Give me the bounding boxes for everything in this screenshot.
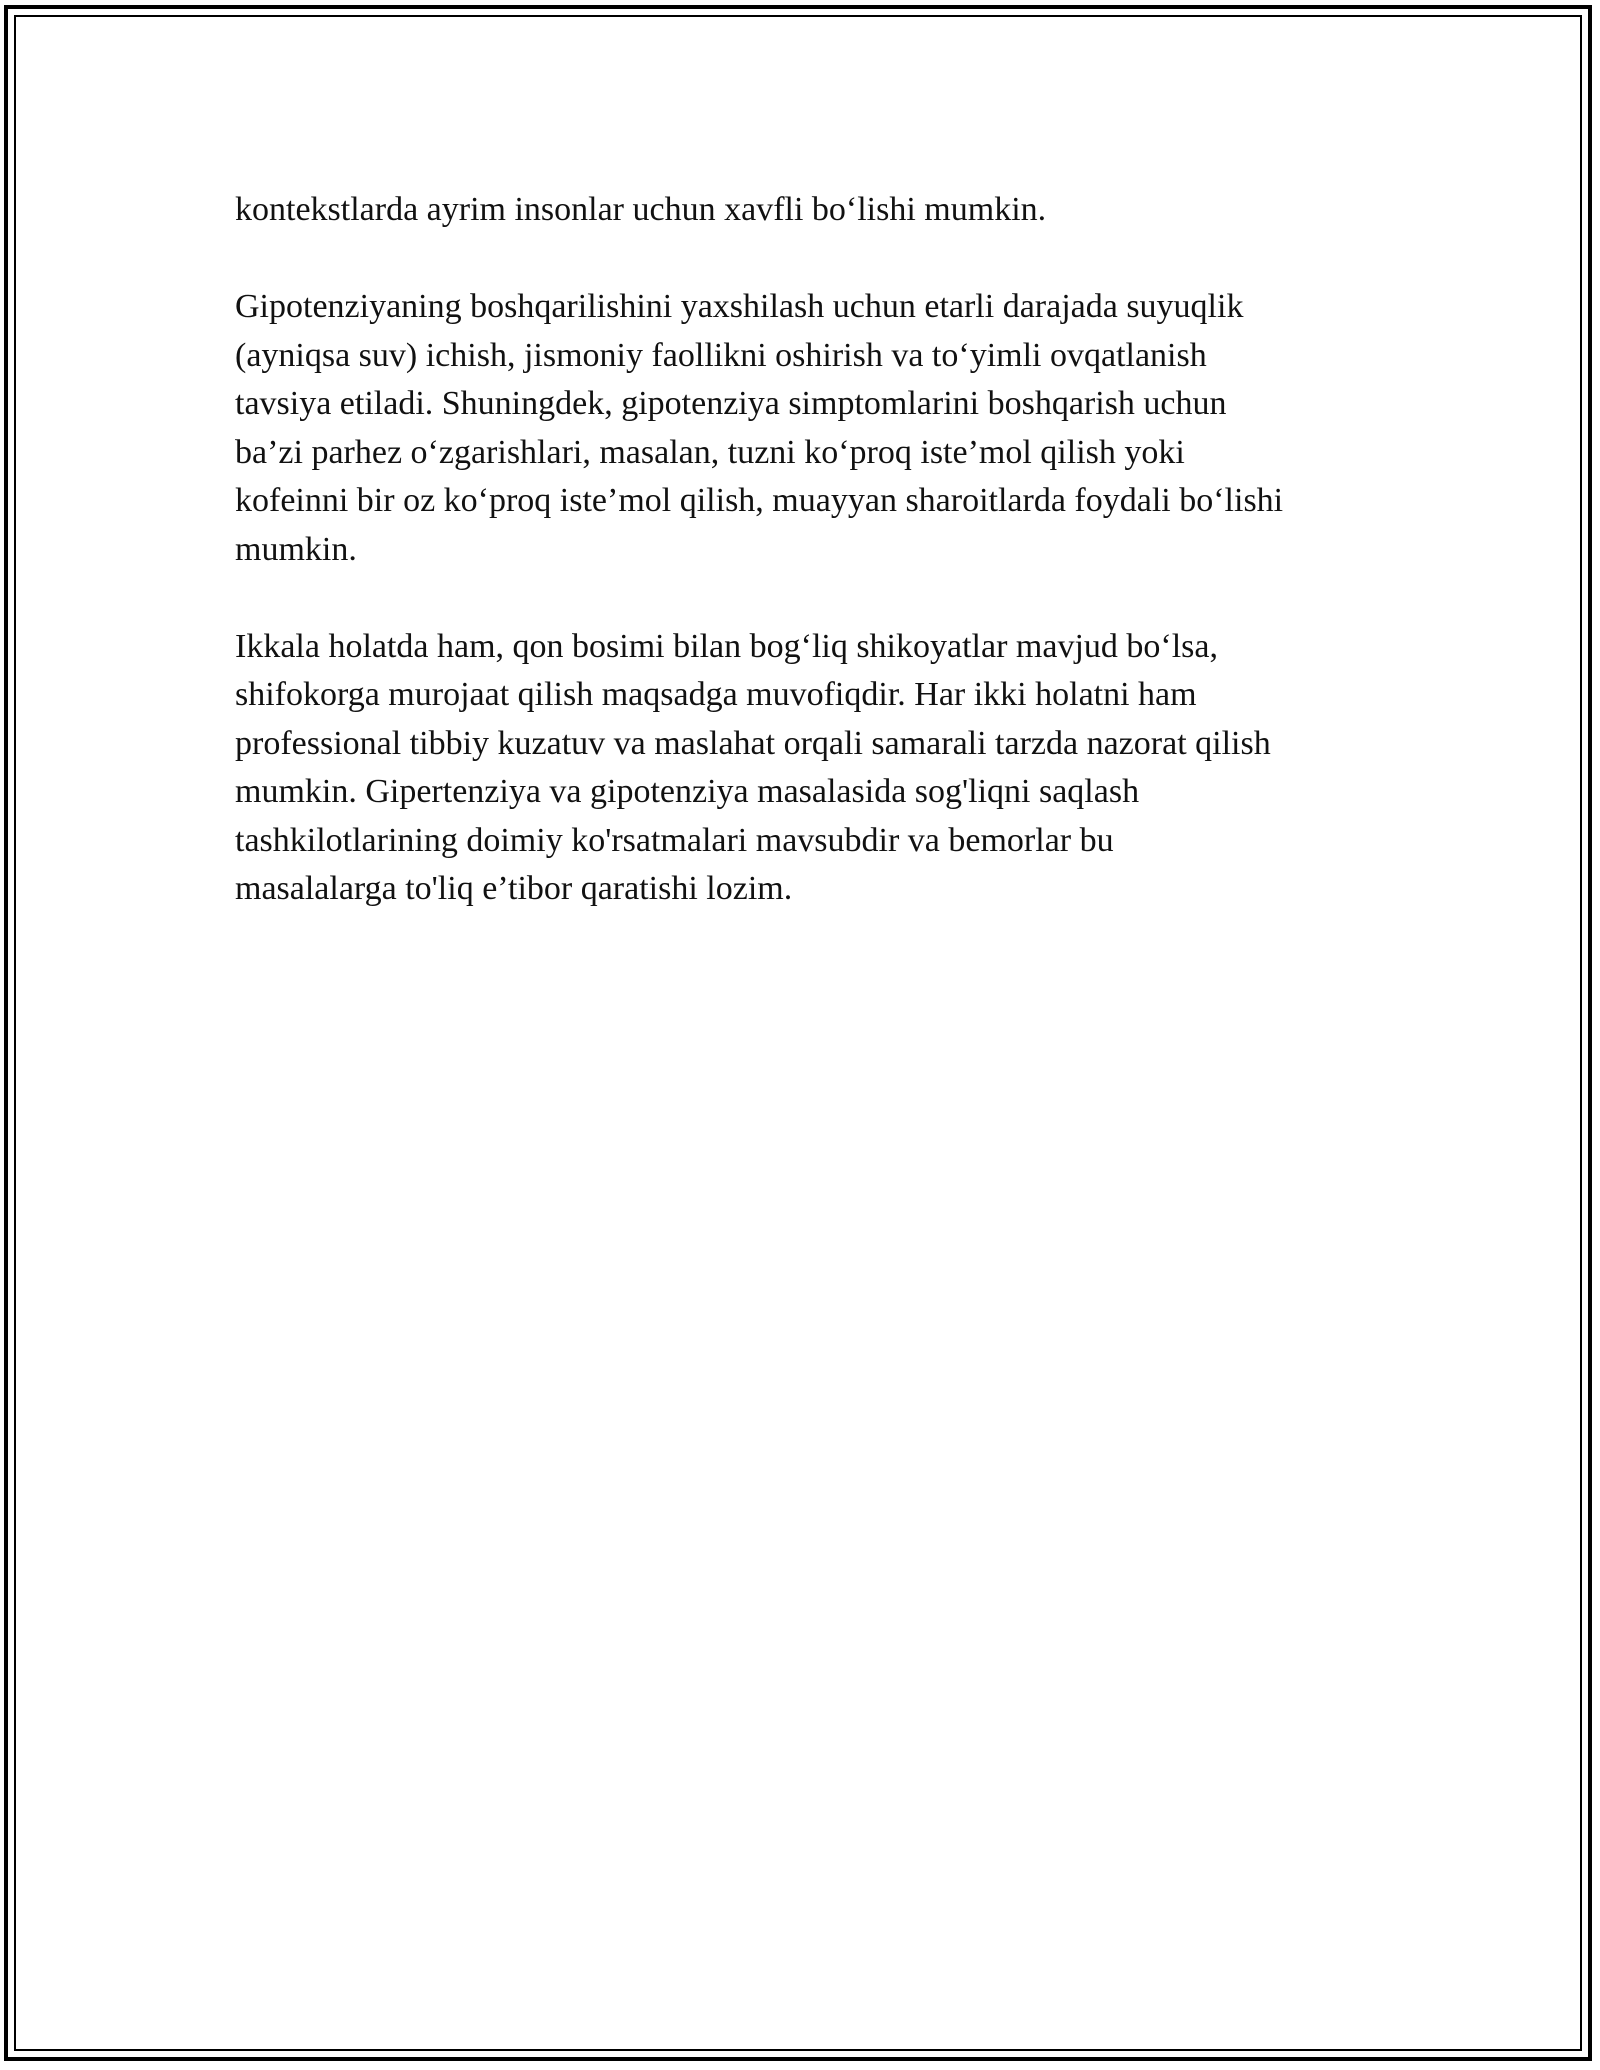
text-line: kofeinni bir oz ko‘proq iste’mol qilish, muayyan sharoitlarda foydali bo‘lishi (235, 482, 1284, 519)
paragraph-gap (235, 235, 1415, 284)
text-line: (ayniqsa suv) ichish, jismoniy faollikni oshirish va to‘yimli ovqatlanish (235, 336, 1207, 374)
text-line: tavsiya etiladi. Shuningdek, gipotenziya simptomlarini boshqarish uchun (235, 385, 1227, 422)
text-line: ba’zi parhez o‘zgarishlari, masalan, tuzni ko‘proq iste’mol qilish yoki (235, 433, 1185, 471)
paragraph-gap (235, 574, 1415, 623)
text-line: tashkilotlarining doimiy ko'rsatmalari mavsubdir va bemorlar bu (235, 821, 1114, 859)
text-line: Ikkala holatda ham, qon bosimi bilan bog‘liq shikoyatlar mavjud bo‘lsa, (235, 627, 1218, 665)
document-body (235, 186, 1415, 914)
paragraph (235, 623, 1415, 914)
text-line: Gipotenziyaning boshqarilishini yaxshilash uchun etarli darajada suyuqlik (235, 288, 1244, 325)
text-line: professional tibbiy kuzatuv va maslahat orqali samarali tarzda nazorat qilish (235, 724, 1271, 762)
text-line: shifokorga murojaat qilish maqsadga muvofiqdir. Har ikki holatni ham (235, 676, 1197, 713)
text-line: masalalarga to'liq e’tibor qaratishi lozim. (235, 870, 793, 907)
text-line: kontekstlarda ayrim insonlar uchun xavfli bo‘lishi mumkin. (235, 191, 1047, 228)
text-line: mumkin. Gipertenziya va gipotenziya masalasida sog'liqni saqlash (235, 773, 1140, 810)
paragraph (235, 186, 1415, 235)
paragraph (235, 283, 1415, 574)
text-line: mumkin. (235, 530, 357, 568)
